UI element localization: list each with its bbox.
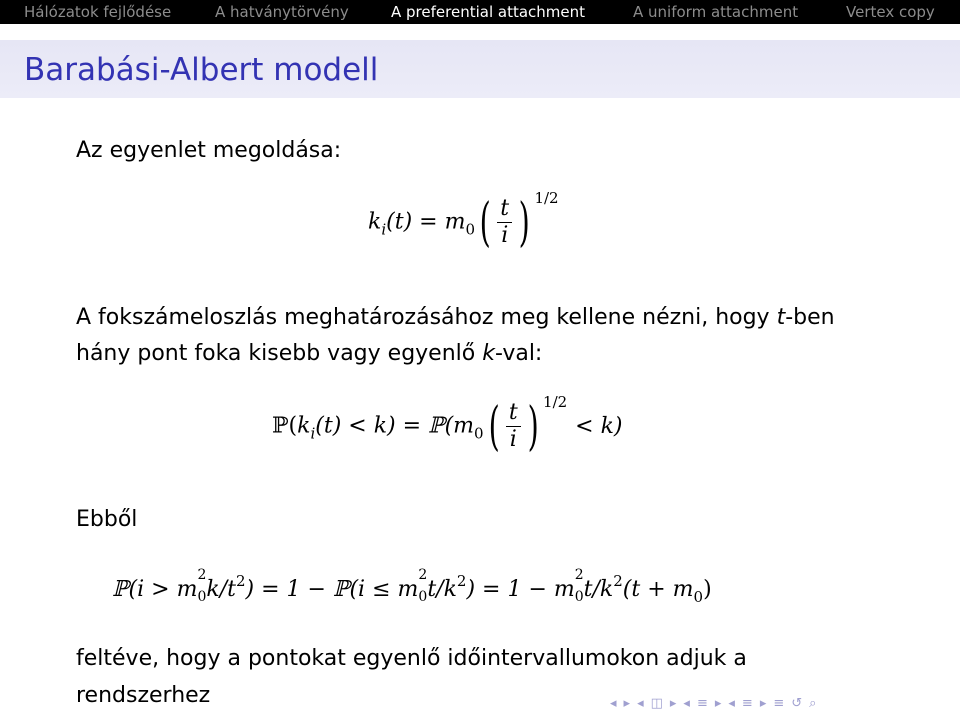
nav-next-slide-icon[interactable]: ▸ [669, 696, 677, 711]
eq2-mid: (t) < k) = ℙ(m [315, 413, 475, 439]
nav-tab-hatvanytorveny[interactable]: A hatványtörvény [215, 3, 349, 21]
eq1-fraction [497, 196, 512, 249]
eq1-den: i [501, 223, 509, 248]
eq3-ss5: 2 0 [574, 567, 584, 605]
p2l1-t: t [776, 305, 786, 330]
eq3-ss3: 2 0 [418, 567, 428, 605]
equation-1 [368, 188, 559, 253]
eq2-close-paren: ) [527, 396, 539, 457]
paragraph-2-line-2 [76, 341, 542, 366]
eq1-k: k [368, 209, 382, 235]
eq2-num: t [506, 400, 521, 427]
eq3-sq4: 2 [456, 572, 467, 590]
eq3-part2: k/t [206, 577, 236, 602]
eq1-num: t [497, 196, 512, 223]
nav-tab-preferential[interactable]: A preferential attachment [391, 3, 586, 21]
nav-subsection-icon[interactable]: ≡ [696, 696, 708, 711]
eq3-sq6: 2 [613, 572, 623, 590]
eq2-k-sub: i [310, 424, 316, 443]
p2l2-b: -val: [494, 341, 543, 366]
nav-prev-subsection-icon[interactable]: ◂ [683, 696, 690, 711]
nav-slide-icon[interactable]: ◫ [650, 696, 663, 711]
eq1-exponent: 1/2 [534, 188, 559, 207]
navbar [0, 0, 960, 24]
eq3-part3: ) = 1 − ℙ(i ≤ m [245, 577, 419, 602]
nav-prev-slide-icon[interactable]: ◂ [637, 696, 644, 711]
final-text-line-1: feltéve, hogy a pontokat egyenlő időintervallumokon adjuk a [76, 646, 747, 671]
equation-3 [112, 567, 712, 606]
eq2-m-sub: 0 [474, 424, 484, 443]
eq3-part7: (t + m [622, 577, 694, 602]
eq2-den: i [509, 427, 517, 452]
nav-document-icon[interactable]: ≡ [773, 696, 785, 711]
eq2-open-paren: ( [488, 396, 500, 457]
beamer-navigation-symbols [610, 696, 816, 711]
paragraph-2-line-1 [76, 305, 835, 330]
eq1-close-paren: ) [518, 192, 530, 253]
eq2-fraction [506, 400, 521, 453]
frame-title: Barabási-Albert modell [24, 52, 379, 88]
p2l1-a: A fokszámeloszlás meghatározásához meg kellene nézni, hogy [76, 305, 777, 330]
p2l2-a: hány pont foka kisebb vagy egyenlő [76, 341, 483, 366]
eq1-open-paren: ( [479, 192, 491, 253]
nav-tab-uniform[interactable]: A uniform attachment [633, 3, 799, 21]
eq3-sq2: 2 [235, 572, 246, 590]
nav-back-icon[interactable]: ↺ [791, 696, 803, 711]
eq1-m-sub: 0 [465, 220, 475, 239]
eq2-tail: < k) [575, 413, 623, 439]
eq1-k-sub: i [381, 220, 387, 239]
nav-next-frame-icon[interactable]: ▸ [623, 696, 631, 711]
nav-section-icon[interactable]: ≡ [741, 696, 753, 711]
nav-tab-vertex-copy[interactable]: Vertex copy [846, 3, 935, 21]
nav-next-section-icon[interactable]: ▸ [759, 696, 767, 711]
nav-tab-halozatok[interactable]: Hálózatok fejlődése [24, 3, 172, 21]
nav-search-icon[interactable]: ⌕ [809, 696, 817, 711]
nav-prev-frame-icon[interactable]: ◂ [610, 696, 617, 711]
eq3-part6: t/k [583, 577, 614, 602]
eq3-part5: ) = 1 − m [466, 577, 575, 602]
eq3-part8: ) [703, 577, 712, 602]
eq3-ss1: 2 0 [197, 567, 207, 605]
eq3-z7: 0 [693, 588, 704, 606]
nav-prev-section-icon[interactable]: ◂ [728, 696, 735, 711]
eq1-lhs-arg: (t) = m [386, 209, 466, 235]
eq2-p1: ℙ( [272, 413, 298, 439]
eq2-exponent: 1/2 [543, 392, 568, 411]
eq3-part4: t/k [427, 577, 457, 602]
eq2-k: k [297, 413, 311, 439]
final-text-line-2: rendszerhez [76, 683, 211, 708]
nav-next-subsection-icon[interactable]: ▸ [714, 696, 722, 711]
ebbol-text: Ebből [76, 507, 138, 532]
intro-text: Az egyenlet megoldása: [76, 138, 342, 163]
p2l1-b: -ben [785, 305, 835, 330]
eq3-part1: ℙ(i > m [112, 577, 198, 602]
p2l2-k: k [482, 341, 495, 366]
equation-2 [272, 392, 623, 457]
